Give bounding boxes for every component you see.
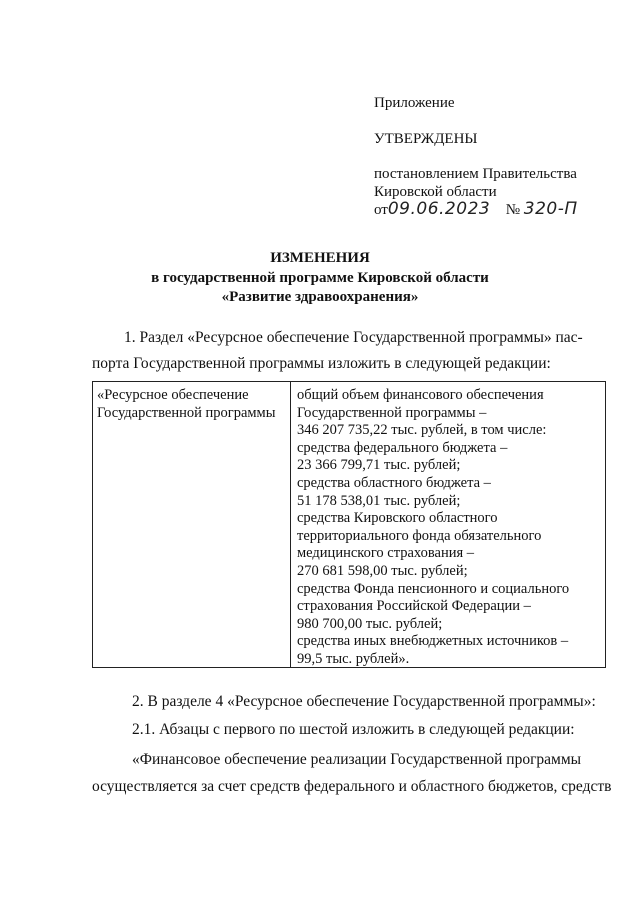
right-cell-line: медицинского страхования – xyxy=(297,545,475,562)
table-right-cell xyxy=(297,387,569,669)
right-cell-line: 99,5 тыс. рублей». xyxy=(297,650,410,667)
left-cell-line: Государственной программы xyxy=(97,404,276,421)
right-cell-line: средства федерального бюджета – xyxy=(297,439,508,456)
right-cell-line: территориального фонда обязательного xyxy=(297,527,542,544)
paragraph-3: 2.1. Абзацы с первого по шестой изложить в следующей редакции: xyxy=(132,721,575,738)
right-cell-line: 346 207 735,22 тыс. рублей, в том числе: xyxy=(297,422,547,439)
paragraph-4-line-1: «Финансовое обеспечение реализации Государственной программы xyxy=(132,751,582,768)
right-cell-line: средства Кировского областного xyxy=(297,510,498,527)
table-divider xyxy=(290,381,291,667)
decree-line-1: постановлением Правительства xyxy=(374,166,577,182)
date-number-line xyxy=(374,201,578,219)
number-prefix: № xyxy=(505,202,521,218)
right-cell-line: общий объем финансового обеспечения xyxy=(297,387,544,403)
right-cell-line: средства иных внебюджетных источников – xyxy=(297,633,569,650)
right-cell-line: средства областного бюджета – xyxy=(297,474,491,491)
handwritten-number: 320-П xyxy=(523,199,578,219)
doc-title: ИЗМЕНЕНИЯ xyxy=(270,250,370,266)
right-cell-line: страхования Российской Федерации – xyxy=(297,598,531,615)
doc-subtitle-1: в государственной программе Кировской области xyxy=(151,270,489,286)
right-cell-line: 23 366 799,71 тыс. рублей; xyxy=(297,457,461,474)
paragraph-4-line-2: осуществляется за счет средств федерального и областного бюджетов, средств xyxy=(92,778,612,795)
right-cell-line: 51 178 538,01 тыс. рублей; xyxy=(297,492,461,509)
paragraph-2: 2. В разделе 4 «Ресурсное обеспечение Государственной программы»: xyxy=(132,693,596,710)
doc-subtitle-2: «Развитие здравоохранения» xyxy=(221,289,419,305)
left-cell-line: «Ресурсное обеспечение xyxy=(97,387,249,403)
paragraph-1-line-2: порта Государственной программы изложить в следующей редакции: xyxy=(92,355,551,372)
date-prefix: от xyxy=(374,202,388,218)
handwritten-date: 09.06.2023 xyxy=(387,199,491,219)
table-left-cell xyxy=(97,387,275,422)
appendix-label: Приложение xyxy=(374,95,455,111)
decree-line-2: Кировской области xyxy=(374,184,497,200)
approved-label: УТВЕРЖДЕНЫ xyxy=(374,131,478,147)
right-cell-line: Государственной программы – xyxy=(297,404,487,421)
right-cell-line: 980 700,00 тыс. рублей; xyxy=(297,615,443,632)
right-cell-line: средства Фонда пенсионного и социального xyxy=(297,580,570,597)
paragraph-1-line-1: 1. Раздел «Ресурсное обеспечение Государственной программы» пас- xyxy=(124,329,583,346)
right-cell-line: 270 681 598,00 тыс. рублей; xyxy=(297,562,468,579)
